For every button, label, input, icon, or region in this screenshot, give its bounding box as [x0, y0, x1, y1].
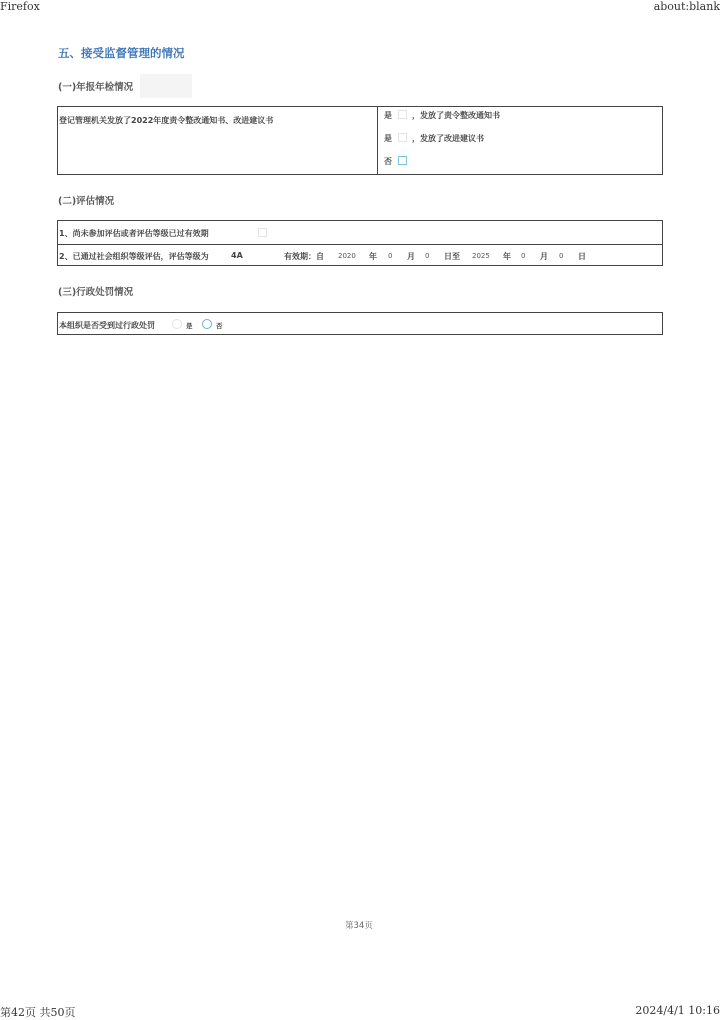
eval-row1-checkbox[interactable] — [258, 228, 267, 237]
eval-row1-text: 1、尚未参加评估或者评估等级已过有效期 — [59, 229, 209, 238]
option-yes-suffix-1: ，发放了责令整改通知书 — [412, 111, 500, 120]
page-count: 第42页 共50页 — [0, 1006, 76, 1019]
browser-name: Firefox — [0, 0, 40, 13]
option-no-label: 否 — [384, 157, 392, 166]
option-yes-checkbox-2[interactable] — [398, 133, 407, 142]
section-title: 五、接受监督管理的情况 — [58, 46, 185, 60]
evaluation-heading: (二)评估情况 — [58, 196, 115, 207]
option-yes-label-2: 是 — [384, 134, 392, 143]
penalty-question: 本组织是否受到过行政处罚 — [59, 321, 155, 330]
penalty-no-label: 否 — [216, 322, 223, 330]
faint-block — [140, 74, 192, 98]
from-day-value: 0 — [425, 252, 430, 260]
browser-url: about:blank — [653, 0, 720, 13]
table-divider — [377, 107, 378, 174]
annual-question: 登记管理机关发放了2022年度责令整改通知书、改进建议书 — [59, 116, 274, 125]
print-datetime: 2024/4/1 10:16 — [635, 1004, 720, 1017]
day-to-label: 日至 — [444, 252, 460, 261]
penalty-yes-radio[interactable] — [172, 319, 182, 329]
to-year-value: 2025 — [472, 252, 490, 260]
page-number: 第34页 — [345, 921, 373, 931]
validity-label: 有效期：自 — [284, 252, 324, 261]
option-yes-suffix-2: ，发放了改进建议书 — [412, 134, 484, 143]
evaluation-table — [57, 220, 663, 266]
penalty-no-radio[interactable] — [202, 319, 212, 329]
month-unit-2: 月 — [540, 252, 548, 261]
month-unit-1: 月 — [407, 252, 415, 261]
option-yes-label-1: 是 — [384, 111, 392, 120]
to-month-value: 0 — [521, 252, 526, 260]
from-month-value: 0 — [388, 252, 393, 260]
eval-row2-text: 2、已通过社会组织等级评估，评估等级为 — [59, 252, 209, 261]
to-day-value: 0 — [559, 252, 564, 260]
annual-heading: (一)年报年检情况 — [58, 82, 134, 93]
year-unit-1: 年 — [369, 252, 377, 261]
year-unit-2: 年 — [503, 252, 511, 261]
annual-table — [57, 106, 663, 175]
penalty-heading: (三)行政处罚情况 — [58, 287, 134, 298]
from-year-value: 2020 — [338, 252, 356, 260]
row-divider — [58, 244, 662, 245]
penalty-table — [57, 312, 663, 335]
option-yes-checkbox-1[interactable] — [398, 110, 407, 119]
penalty-yes-label: 是 — [186, 322, 193, 330]
eval-grade: 4A — [231, 251, 243, 260]
day-unit: 日 — [578, 252, 586, 261]
option-no-checkbox[interactable] — [398, 156, 407, 165]
